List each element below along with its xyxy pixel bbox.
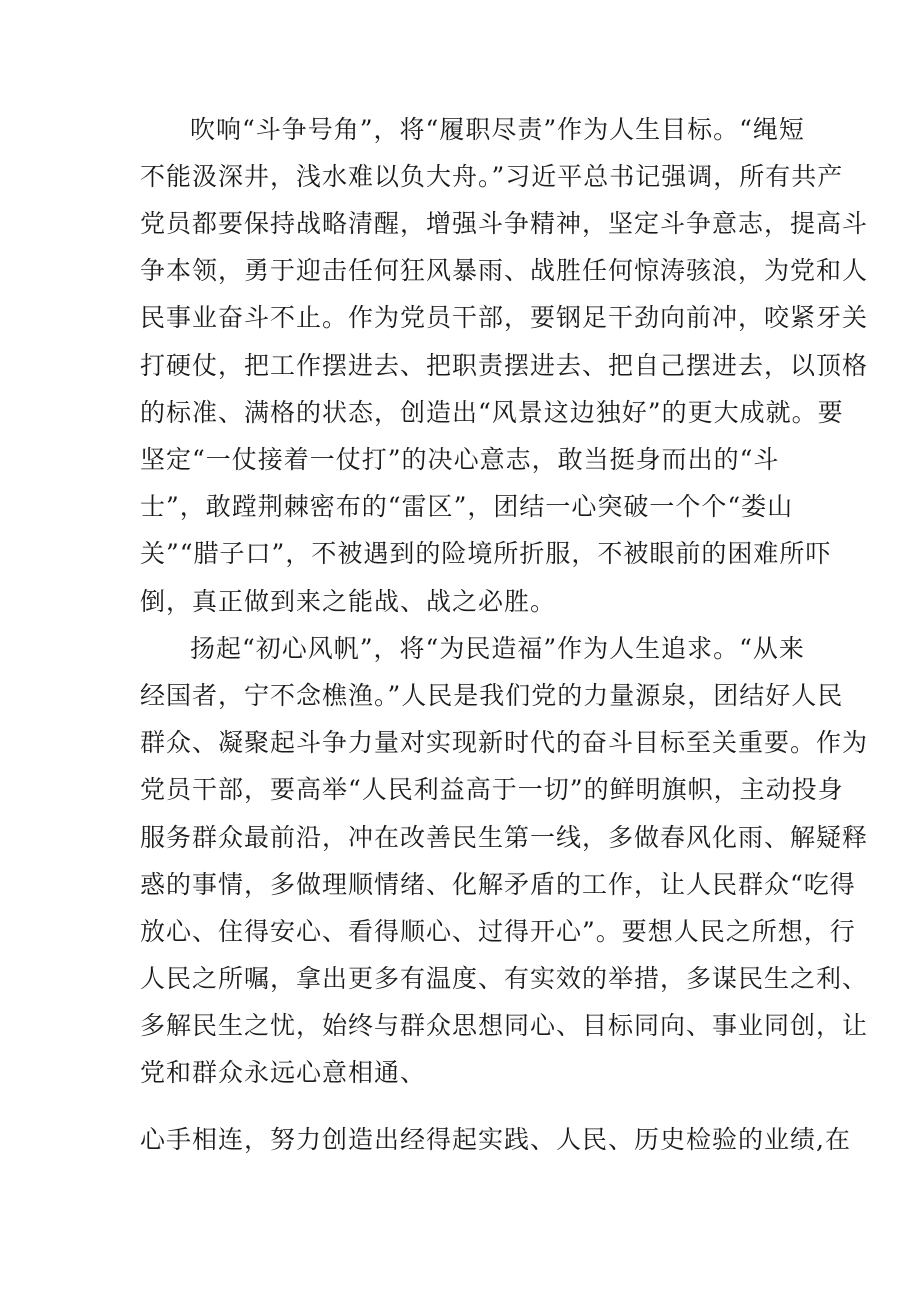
text-line: 吹响“斗争号角”，将“履职尽责”作为人生目标。“绳短 xyxy=(190,115,805,144)
text-line: 服务群众最前沿，冲在改善民生第一线，多做春风化雨、解疑释 xyxy=(140,823,869,852)
text-line: 打硬仗，把工作摆进去、把职责摆进去、把自己摆进去，以顶格 xyxy=(140,351,869,380)
text-line: 多解民生之忧，始终与群众思想同心、目标同向、事业同创，让 xyxy=(140,1011,869,1040)
text-line: 心手相连，努力创造出经得起实践、人民、历史检验的业绩,在 xyxy=(140,1125,851,1154)
text-line: 经国者，宁不念樵渔。”人民是我们党的力量源泉，团结好人民 xyxy=(140,681,844,710)
text-line: 的标准、满格的状态，创造出“风景这边独好”的更大成就。要 xyxy=(140,398,844,427)
text-line: 坚定“一仗接着一仗打”的决心意志，敢当挺身而出的“斗 xyxy=(140,445,780,474)
text-line: 士”，敢蹚荆棘密布的“雷区”，团结一心突破一个个“娄山 xyxy=(140,492,794,521)
text-line: 民事业奋斗不止。作为党员干部，要钢足干劲向前冲，咬紧牙关 xyxy=(140,303,869,332)
text-line: 党员干部，要高举“人民利益高于一切”的鲜明旗帜，主动投身 xyxy=(140,775,844,804)
text-line: 倒，真正做到来之能战、战之必胜。 xyxy=(140,587,557,616)
text-line: 放心、住得安心、看得顺心、过得开心”。要想人民之所想，行 xyxy=(140,917,856,946)
text-line: 关”“腊子口”，不被遇到的险境所折服，不被眼前的困难所吓 xyxy=(140,539,832,568)
text-line: 争本领，勇于迎击任何狂风暴雨、战胜任何惊涛骇浪，为党和人 xyxy=(140,256,869,285)
text-line: 党和群众永远心意相通、 xyxy=(140,1058,427,1087)
text-line: 惑的事情，多做理顺情绪、化解矛盾的工作，让人民群众“吃得 xyxy=(140,870,856,899)
text-line: 人民之所嘱，拿出更多有温度、有实效的举措，多谋民生之利、 xyxy=(140,964,869,993)
text-line: 群众、凝聚起斗争力量对实现新时代的奋斗目标至关重要。作为 xyxy=(140,728,869,757)
text-line: 扬起“初心风帆”，将“为民造福”作为人生追求。“从来 xyxy=(190,634,805,663)
text-line: 党员都要保持战略清醒，增强斗争精神，坚定斗争意志，提高斗 xyxy=(140,209,869,238)
text-line: 不能汲深井，浅水难以负大舟。”习近平总书记强调，所有共产 xyxy=(140,162,844,191)
